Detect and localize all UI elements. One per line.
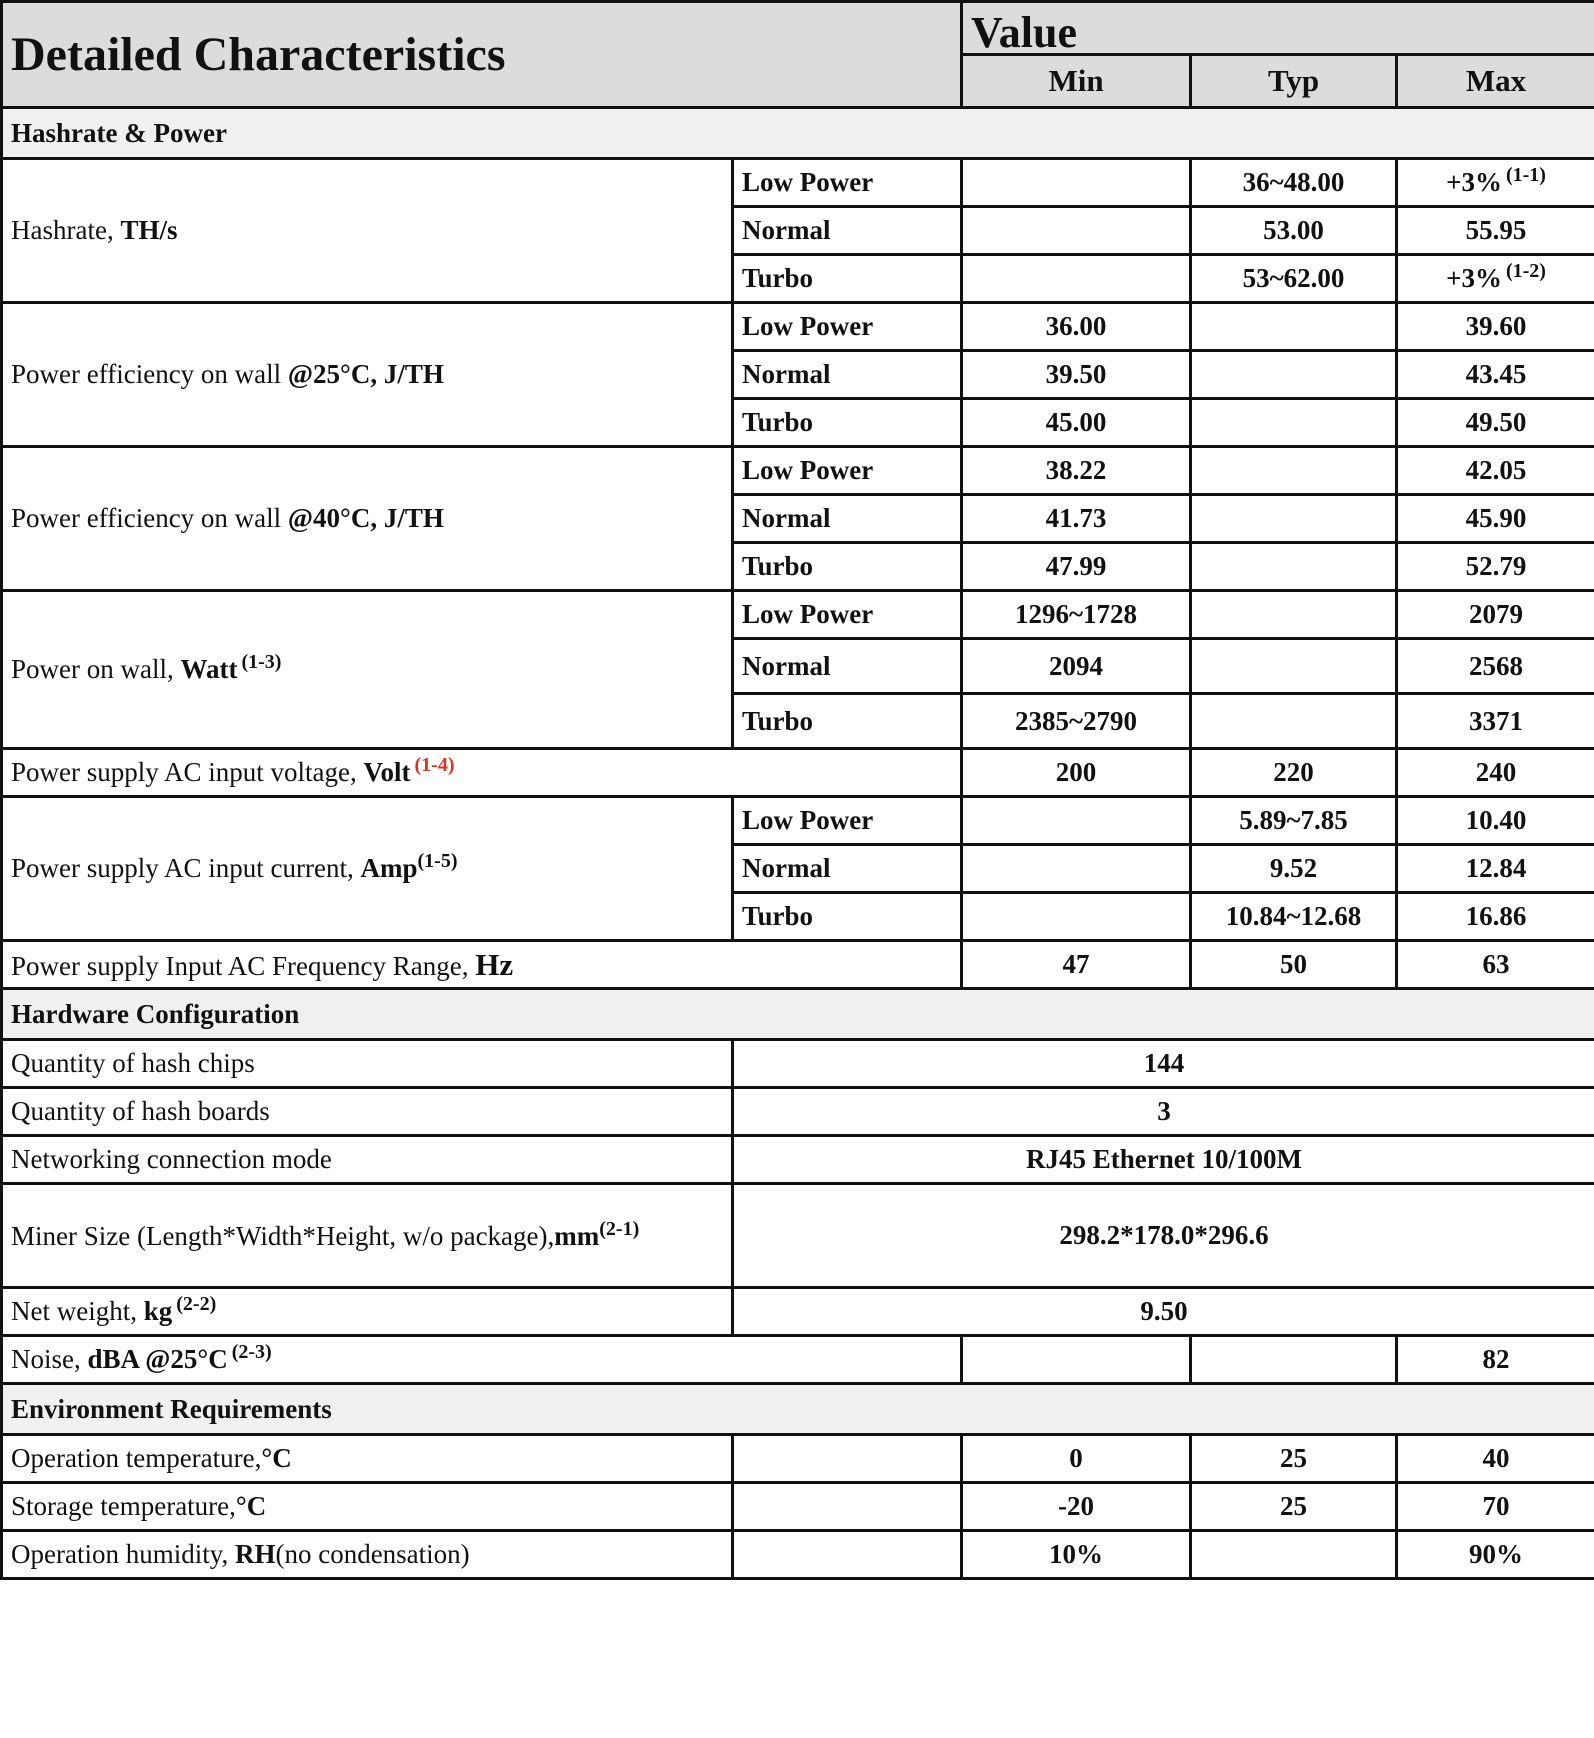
eff40-low-min: 38.22 — [962, 447, 1191, 495]
eff25-label: Power efficiency on wall @25°C, J/TH — [2, 303, 733, 447]
frequency-max: 63 — [1397, 941, 1594, 989]
voltage-typ: 220 — [1191, 749, 1397, 797]
noise-max: 82 — [1397, 1336, 1594, 1384]
mode-turbo: Turbo — [733, 893, 962, 941]
mode-low-power: Low Power — [733, 159, 962, 207]
boards-value: 3 — [733, 1088, 1594, 1136]
mode-normal: Normal — [733, 351, 962, 399]
table-cell — [1191, 447, 1397, 495]
eff25-low-max: 39.60 — [1397, 303, 1594, 351]
hashrate-normal-max: 55.95 — [1397, 207, 1594, 255]
table-cell — [962, 1336, 1191, 1384]
eff40-normal-max: 45.90 — [1397, 495, 1594, 543]
mode-normal: Normal — [733, 495, 962, 543]
table-cell — [1191, 303, 1397, 351]
weight-value: 9.50 — [733, 1288, 1594, 1336]
hashrate-turbo-max: +3% $^{(1-2)}$ — [1397, 255, 1594, 303]
mode-turbo: Turbo — [733, 543, 962, 591]
humidity-min: 10% — [962, 1531, 1191, 1579]
power-wall-turbo-min: 2385~2790 — [962, 694, 1191, 749]
weight-label: Net weight, kg $^{(2-2)}$ — [2, 1288, 733, 1336]
table-cell — [733, 1435, 962, 1483]
eff40-turbo-min: 47.99 — [962, 543, 1191, 591]
current-low-typ: 5.89~7.85 — [1191, 797, 1397, 845]
frequency-typ: 50 — [1191, 941, 1397, 989]
eff25-turbo-max: 49.50 — [1397, 399, 1594, 447]
mode-turbo: Turbo — [733, 399, 962, 447]
mode-low-power: Low Power — [733, 447, 962, 495]
mode-low-power: Low Power — [733, 303, 962, 351]
hashrate-low-typ: 36~48.00 — [1191, 159, 1397, 207]
frequency-min: 47 — [962, 941, 1191, 989]
table-title: Detailed Characteristics — [2, 2, 962, 108]
power-wall-turbo-max: 3371 — [1397, 694, 1594, 749]
power-wall-low-max: 2079 — [1397, 591, 1594, 639]
mode-normal: Normal — [733, 207, 962, 255]
eff40-low-max: 42.05 — [1397, 447, 1594, 495]
power-wall-label: Power on wall, Watt $^{(1-3)}$ — [2, 591, 733, 749]
mode-low-power: Low Power — [733, 591, 962, 639]
power-wall-low-min: 1296~1728 — [962, 591, 1191, 639]
table-cell — [1191, 399, 1397, 447]
voltage-min: 200 — [962, 749, 1191, 797]
table-cell — [962, 797, 1191, 845]
table-cell — [1191, 639, 1397, 694]
table-cell — [962, 207, 1191, 255]
op-temp-label: Operation temperature,°C — [2, 1435, 733, 1483]
table-cell — [1191, 543, 1397, 591]
mode-turbo: Turbo — [733, 694, 962, 749]
hashrate-turbo-typ: 53~62.00 — [1191, 255, 1397, 303]
table-cell — [733, 1531, 962, 1579]
section-environment: Environment Requirements — [2, 1384, 1594, 1435]
size-label: Miner Size (Length*Width*Height, w/o $package),mm^{(2-1)}$ — [2, 1184, 733, 1288]
chips-value: 144 — [733, 1040, 1594, 1088]
eff25-normal-max: 43.45 — [1397, 351, 1594, 399]
storage-temp-min: -20 — [962, 1483, 1191, 1531]
typ-header: Typ — [1191, 55, 1397, 108]
mode-normal: Normal — [733, 845, 962, 893]
eff25-turbo-min: 45.00 — [962, 399, 1191, 447]
storage-temp-max: 70 — [1397, 1483, 1594, 1531]
current-turbo-max: 16.86 — [1397, 893, 1594, 941]
boards-label: Quantity of hash boards — [2, 1088, 733, 1136]
current-normal-typ: 9.52 — [1191, 845, 1397, 893]
voltage-label: Power supply AC input voltage, Volt $^{(1-4)}$ — [2, 749, 962, 797]
min-header: Min — [962, 55, 1191, 108]
storage-temp-label: Storage temperature,°C — [2, 1483, 733, 1531]
table-cell — [1191, 694, 1397, 749]
humidity-label: Operation humidity, RH(no condensation) — [2, 1531, 733, 1579]
eff25-low-min: 36.00 — [962, 303, 1191, 351]
op-temp-max: 40 — [1397, 1435, 1594, 1483]
mode-turbo: Turbo — [733, 255, 962, 303]
table-cell — [962, 159, 1191, 207]
frequency-label: Power supply Input AC Frequency Range, Hz — [2, 941, 962, 989]
mode-low-power: Low Power — [733, 797, 962, 845]
table-cell — [1191, 1336, 1397, 1384]
hashrate-normal-typ: 53.00 — [1191, 207, 1397, 255]
noise-label: Noise, dBA @25°C $^{(2-3)}$ — [2, 1336, 962, 1384]
hashrate-low-max: +3% $^{(1-1)}$ — [1397, 159, 1594, 207]
current-low-max: 10.40 — [1397, 797, 1594, 845]
hashrate-label: Hashrate, TH/s — [2, 159, 733, 303]
current-label: Power supply AC input current, Amp$^{(1-5)}$ — [2, 797, 733, 941]
storage-temp-typ: 25 — [1191, 1483, 1397, 1531]
max-header: Max — [1397, 55, 1594, 108]
eff40-normal-min: 41.73 — [962, 495, 1191, 543]
section-hardware: Hardware Configuration — [2, 989, 1594, 1040]
section-hashrate-power: Hashrate & Power — [2, 108, 1594, 159]
table-cell — [733, 1483, 962, 1531]
table-cell — [1191, 591, 1397, 639]
current-normal-max: 12.84 — [1397, 845, 1594, 893]
eff40-turbo-max: 52.79 — [1397, 543, 1594, 591]
eff40-label: Power efficiency on wall @40°C, J/TH — [2, 447, 733, 591]
current-turbo-typ: 10.84~12.68 — [1191, 893, 1397, 941]
chips-label: Quantity of hash chips — [2, 1040, 733, 1088]
op-temp-typ: 25 — [1191, 1435, 1397, 1483]
voltage-max: 240 — [1397, 749, 1594, 797]
humidity-max: 90% — [1397, 1531, 1594, 1579]
table-cell — [962, 893, 1191, 941]
power-wall-normal-min: 2094 — [962, 639, 1191, 694]
table-cell — [1191, 351, 1397, 399]
eff25-normal-min: 39.50 — [962, 351, 1191, 399]
op-temp-min: 0 — [962, 1435, 1191, 1483]
network-value: RJ45 Ethernet 10/100M — [733, 1136, 1594, 1184]
mode-normal: Normal — [733, 639, 962, 694]
value-header: Value — [962, 2, 1594, 55]
table-cell — [1191, 495, 1397, 543]
power-wall-normal-max: 2568 — [1397, 639, 1594, 694]
size-value: 298.2*178.0*296.6 — [733, 1184, 1594, 1288]
network-label: Networking connection mode — [2, 1136, 733, 1184]
table-cell — [1191, 1531, 1397, 1579]
table-cell — [962, 255, 1191, 303]
table-cell — [962, 845, 1191, 893]
